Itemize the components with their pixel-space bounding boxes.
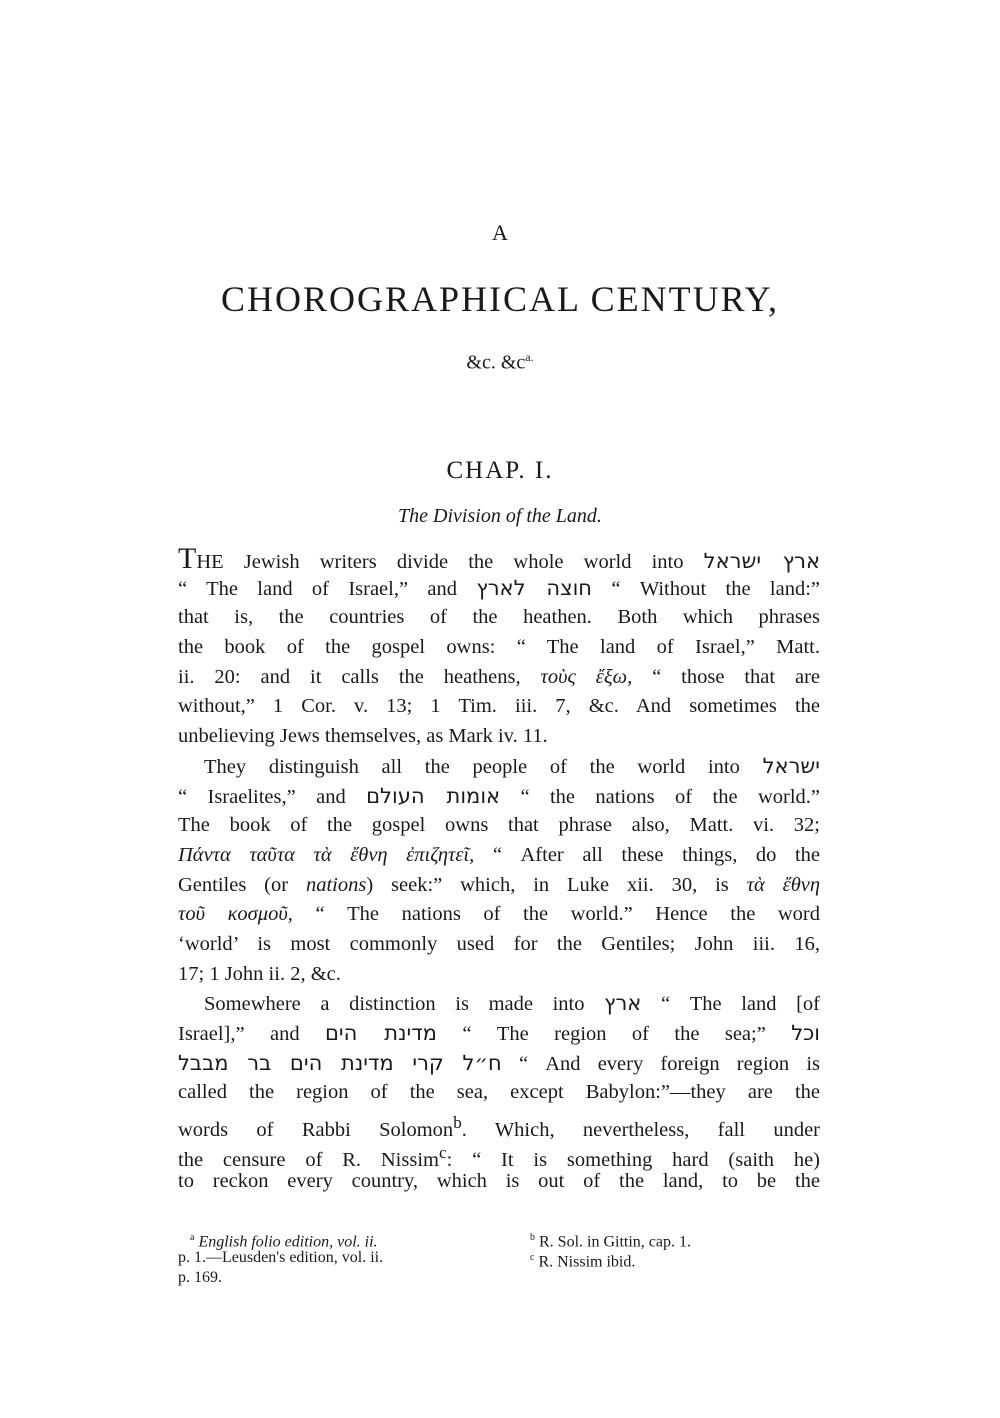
text-span: “ The nations of the world.” Hence the word xyxy=(315,903,821,926)
hebrew-text: אומות העולם xyxy=(366,783,501,808)
text-line-2 xyxy=(178,574,820,604)
hebrew-text: חוצה לארץ xyxy=(476,575,593,600)
text-span: “ After all these things, do the xyxy=(492,843,820,866)
text-line-10: The book of the gospel owns that phrase also, Matt. vi. 32; xyxy=(178,814,820,837)
footnote-mark: b xyxy=(530,1232,535,1243)
text-line-11 xyxy=(178,841,820,871)
text-line-12 xyxy=(178,871,820,901)
chapter-subtitle: The Division of the Land. xyxy=(398,505,602,527)
footnote-mark: a xyxy=(190,1232,195,1243)
text-span: ) seek:” which, in Luke xii. 30, is xyxy=(366,873,729,896)
greek-text: Πάντα ταῦτα τὰ ἔθνη ἐπιζητεῖ, xyxy=(178,843,475,866)
text-span: . Which, nevertheless, fall under xyxy=(461,1118,820,1141)
italic-text: nations xyxy=(305,873,367,896)
footnote-line xyxy=(178,1228,498,1251)
text-line-3: that is, the countries of the heathen. Both which phrases xyxy=(178,606,820,629)
hebrew-text: וכל xyxy=(791,1021,820,1045)
text-span: “ Without the land:” xyxy=(611,577,820,600)
greek-text: τὰ ἔθνη xyxy=(746,873,821,896)
hebrew-text: ח״ל קרי מדינת הים בר מבבל xyxy=(178,1050,502,1075)
body-text xyxy=(178,544,820,1197)
text-line-20 xyxy=(178,1108,820,1141)
text-line-13 xyxy=(178,900,820,930)
greek-text: τοῦ κοσμοῦ, xyxy=(178,903,293,926)
etc-text: &c. &c xyxy=(466,351,526,374)
text-line-14: ‘world’ is most commonly used for the Gentiles; John iii. 16, xyxy=(178,932,820,955)
text-span: the censure of R. Nissim xyxy=(178,1148,439,1171)
hebrew-text: ארץ xyxy=(604,991,642,1016)
text-span: “ The land of Israel,” and xyxy=(178,577,458,600)
footnote-ref: c xyxy=(438,1142,447,1162)
text-span: ii. 20: and it calls the heathens, xyxy=(178,665,521,688)
hebrew-text: מדינת הים xyxy=(325,1021,437,1045)
text-line-4: the book of the gospel owns: “ The land of Israel,” Matt. xyxy=(178,636,820,659)
chapter-number: CHAP. I. xyxy=(446,457,554,484)
text-span: “ Israelites,” and xyxy=(178,785,346,808)
footnote-a xyxy=(178,1228,498,1288)
text-span: Israel],” and xyxy=(178,1023,300,1045)
text-line-1 xyxy=(178,544,820,574)
text-line-5 xyxy=(178,663,820,693)
footnote-c xyxy=(530,1248,820,1271)
footnote-text: English folio edition, vol. ii. xyxy=(198,1233,378,1251)
text-line-9 xyxy=(178,782,820,812)
hebrew-text: ישראל xyxy=(762,753,820,778)
text-line-17 xyxy=(178,1019,820,1049)
text-line-19: called the region of the sea, except Babylon:”—they are the xyxy=(178,1081,820,1104)
text-span: They distinguish all the people of the world into xyxy=(204,755,740,778)
footnote-line: p. 169. xyxy=(178,1269,222,1286)
text-span: “ The region of the sea;” xyxy=(462,1023,766,1045)
text-line-16 xyxy=(178,989,820,1019)
text-line-15: 17; 1 John ii. 2, &c. xyxy=(178,962,341,985)
page-title: CHOROGRAPHICAL CENTURY, xyxy=(220,279,780,319)
heading-letter: A xyxy=(492,220,508,245)
greek-text: τοὺς ἔξω, xyxy=(540,665,633,688)
text-span: Somewhere a distinction is made into xyxy=(204,993,585,1016)
hebrew-text: ארץ ישראל xyxy=(703,549,820,573)
drop-cap: T xyxy=(178,542,197,575)
text-span: HE Jewish writers divide the whole world into xyxy=(196,551,684,573)
title-etc xyxy=(0,350,1000,375)
footnote-ref: b xyxy=(453,1113,462,1133)
text-span: : “ It is something hard (saith he) xyxy=(446,1148,820,1171)
footnote-b xyxy=(530,1228,820,1251)
footnote-mark: c xyxy=(530,1252,535,1263)
text-span: words of Rabbi Solomon xyxy=(178,1118,454,1141)
footnote-line: p. 1.—Leusden's edition, vol. ii. xyxy=(178,1249,384,1266)
text-line-8 xyxy=(178,752,820,782)
etc-footnote-mark: a. xyxy=(525,350,534,364)
text-line-22: to reckon every country, which is out of the land, to be the xyxy=(178,1170,820,1193)
text-line-6: without,” 1 Cor. v. 13; 1 Tim. iii. 7, &c. And sometimes the xyxy=(178,695,820,718)
text-span: Gentiles (or xyxy=(178,873,289,896)
text-line-18 xyxy=(178,1049,820,1079)
footnote-text: R. Nissim ibid. xyxy=(538,1253,636,1271)
footnote-bc xyxy=(530,1228,820,1271)
text-line-21 xyxy=(178,1138,820,1171)
footnote-text: R. Sol. in Gittin, cap. 1. xyxy=(539,1233,691,1251)
text-span: “ the nations of the world.” xyxy=(520,785,821,808)
text-span: “ The land [of xyxy=(660,993,821,1016)
text-span: “ And every foreign region is xyxy=(518,1052,821,1075)
text-span: “ those that are xyxy=(652,665,821,688)
text-line-7: unbelieving Jews themselves, as Mark iv. 11. xyxy=(178,725,548,748)
